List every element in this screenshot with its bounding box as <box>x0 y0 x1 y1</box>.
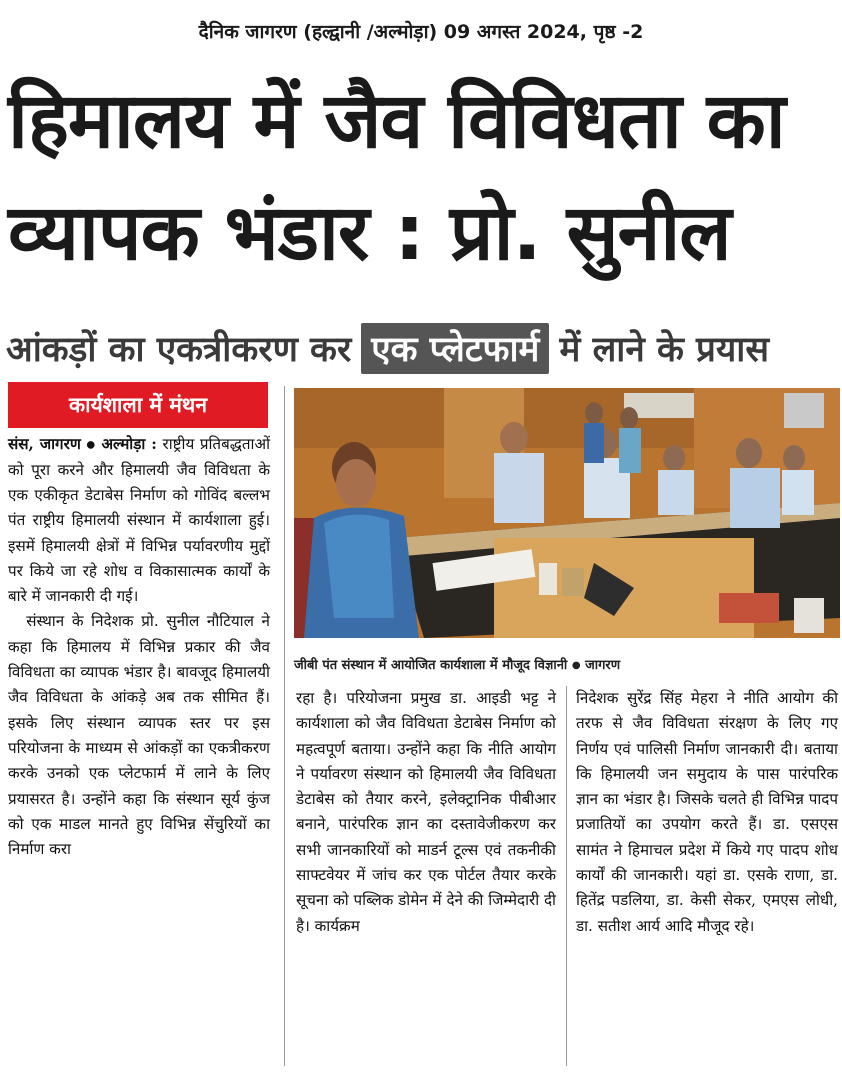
workshop-photo-illustration <box>294 388 840 638</box>
article-column-3-text: निदेशक सुरेंद्र सिंह मेहरा ने नीति आयोग की तरफ से जैव विविधता संरक्षण के लिए गए निर्णय एवं पालिसी निर्माण जानकारी दी। बताया कि हिमालयी जन समुदाय के पास पारंपरिक ज्ञान का भंडार है। जिसके चलते ही विभिन्न पादप प्रजातियों का उपयोग करते हैं। डा. एसएस सामंत ने हिमाचल प्रदेश में किये गए पादप शोध कार्यों की जानकारी। यहां डा. एसके राणा, डा. हितेंद्र पडलिया, डा. केसी सेकर, एमएस लोधी, डा. सतीश आर्य आदि मौजूद रहे। <box>576 689 838 935</box>
photo-credit: जागरण <box>585 658 621 673</box>
article-column-2-text: रहा है। परियोजना प्रमुख डा. आइडी भट्ट ने कार्यशाला को जैव विविधता डेटाबेस निर्माण को महत्वपूर्ण बताया। उन्होंने कहा कि नीति आयोग ने पर्यावरण संस्थान को हिमालयी जैव विविधता डेटाबेस को तैयार करने, इलेक्ट्रानिक पीबीआर बनाने, पारंपरिक ज्ञान का दस्तावेजीकरण कर सभी जानकारियों को माडर्न टूल्स एवं तकनीकी साफ्टवेयर में जांच कर एक पोर्टल तैयार करके सूचना को पब्लिक डोमेन में देने की जिम्मेदारी दी है। कार्यक्रम <box>296 689 556 935</box>
subheadline-boxed: एक प्लेटफार्म <box>361 323 549 374</box>
subheadline-part-1: आंकड़ों का एकत्रीकरण कर <box>6 329 352 370</box>
bullet-icon: ● <box>86 439 96 451</box>
column-divider <box>284 386 285 1066</box>
photo-caption-text: जीबी पंत संस्थान में आयोजित कार्यशाला में मौजूद विज्ञानी <box>294 658 568 673</box>
photo-caption <box>294 655 840 673</box>
article-column-3 <box>576 686 838 939</box>
headline-line-1: हिमालय में जैव विविधता का <box>8 77 785 166</box>
dateline-place: अल्मोड़ा : <box>101 435 157 453</box>
article-lead-paragraph <box>8 432 270 609</box>
dateline-source: संस, जागरण <box>8 435 81 453</box>
news-photo <box>294 388 840 638</box>
subheadline-part-2: में लाने के प्रयास <box>559 329 769 370</box>
headline <box>8 66 838 290</box>
bullet-icon: ● <box>571 660 581 671</box>
article-column-2 <box>296 686 556 939</box>
lead-text: राष्ट्रीय प्रतिबद्धताओं को पूरा करने और हिमालयी जैव विविधता के एक एकीकृत डेटाबेस निर्माण को गोविंद बल्लभ पंत राष्ट्रीय हिमालयी संस्थान में कार्यशाला हुई। इसमें हिमालयी क्षेत्रों में विभिन्न पर्यावरणीय मुद्दों पर किये जा रहे शोध व विकासात्मक कार्यों के बारे में जानकारी दी गई। <box>8 435 270 606</box>
section-tag: कार्यशाला में मंथन <box>8 382 268 428</box>
article-paragraph-2: संस्थान के निदेशक प्रो. सुनील नौटियाल ने कहा कि हिमालय में विभिन्न प्रकार की जैव विविधता का व्यापक भंडार है। बावजूद हिमालयी जैव विविधता के आंकड़े अब तक सीमित हैं। इसके लिए संस्थान व्यापक स्तर पर इस परियोजना के माध्यम से आंकड़ों का एकत्रीकरण करके उनको एक प्लेटफार्म में लाने के लिए प्रयासरत है। उन्होंने कहा कि संस्थान सूर्य कुंज को एक माडल मानते हुए विभिन्न सेंचुरियों का निर्माण करा <box>8 612 270 859</box>
subheadline <box>6 322 840 374</box>
masthead: दैनिक जागरण (हल्द्वानी /अल्मोड़ा) 09 अगस्त 2024, पृष्ठ -2 <box>198 21 644 43</box>
article-column-1 <box>8 432 270 862</box>
column-divider <box>566 686 567 1066</box>
headline-line-2: व्यापक भंडार : प्रो. सुनील <box>8 189 731 278</box>
